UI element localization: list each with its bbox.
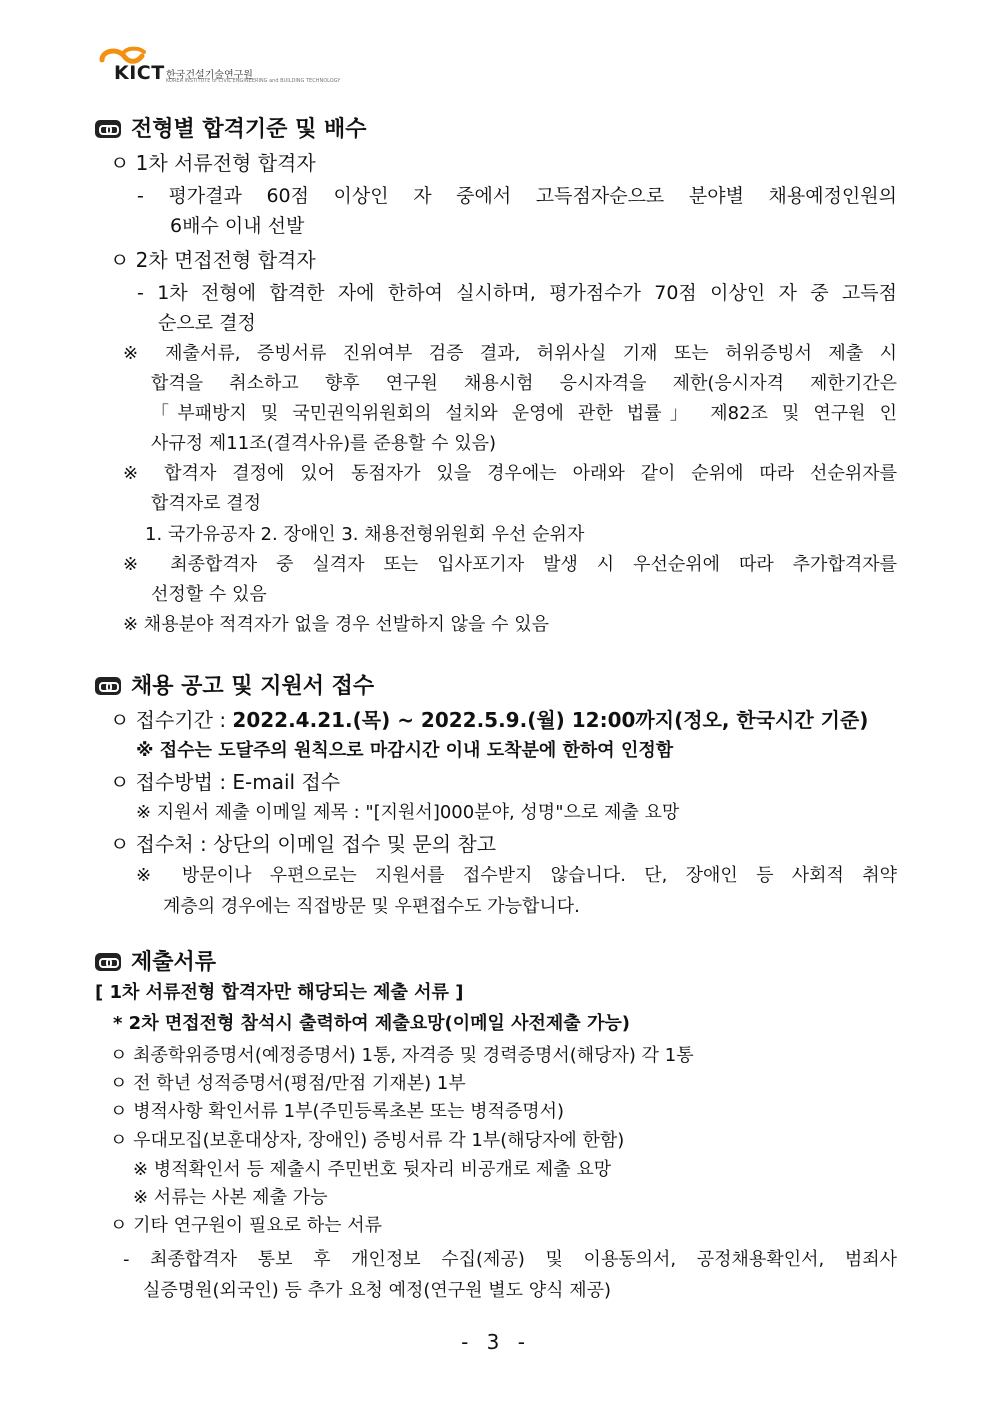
- list-item: - 최종합격자 통보 후 개인정보 수집(제공) 및 이용동의서, 공정채용확인서, 범죄사: [123, 1249, 897, 1270]
- section-title-criteria: [95, 112, 367, 143]
- list-item: ㅇ 기타 연구원이 필요로 하는 서류: [110, 1215, 383, 1236]
- priority-list: 1. 국가유공자 2. 장애인 3. 채용전형위원회 우선 순위자: [145, 524, 585, 545]
- list-item: ㅇ 접수처 : 상단의 이메일 접수 및 문의 참고: [110, 832, 497, 856]
- note: ※ 접수는 도달주의 원칙으로 마감시간 이내 도착분에 한하여 인정함: [136, 740, 674, 761]
- note: ※ 최종합격자 중 실격자 또는 입사포기자 발생 시 우선순위에 따라 추가합격자를: [123, 554, 897, 575]
- list-item: - 1차 전형에 합격한 자에 한하여 실시하며, 평가점수가 70점 이상인 자 중 고득점: [137, 282, 897, 304]
- org-name-en: KOREA INSTITUTE of CIVIL ENGINEERING and BUILDING TECHNOLOGY: [166, 78, 341, 84]
- section-title-application: [95, 669, 374, 700]
- note: 선정할 수 있음: [151, 584, 267, 605]
- list-item: ㅇ 2차 면접전형 합격자: [110, 248, 316, 272]
- note: ※ 제출서류, 증빙서류 진위여부 검증 결과, 허위사실 기재 또는 허위증빙서 제출 시: [123, 343, 897, 364]
- star-note: * 2차 면접전형 참석시 출력하여 제출요망(이메일 사전제출 가능): [113, 1013, 630, 1034]
- org-name: 한국건설기술연구원: [166, 70, 253, 81]
- note: ※ 채용분야 적격자가 없을 경우 선발하지 않을 수 있음: [123, 614, 550, 635]
- section-title-text: 채용 공고 및 지원서 접수: [131, 674, 375, 699]
- list-item: ㅇ 최종학위증명서(예정증명서) 1통, 자격증 및 경력증명서(해당자) 각 1통: [110, 1045, 694, 1066]
- note: ※ 합격자 결정에 있어 동점자가 있을 경우에는 아래와 같이 순위에 따라 선순위자를: [123, 463, 897, 484]
- logo-text: KICT: [114, 62, 165, 84]
- period-value: 2022.4.21.(목) ~ 2022.5.9.(월) 12:00까지(정오, 한국시간 기준): [232, 708, 869, 732]
- note: 사규정 제11조(결격사유)를 준용할 수 있음): [151, 433, 497, 454]
- list-item: ㅇ 1차 서류전형 합격자: [110, 151, 316, 175]
- bracket-heading: [ 1차 서류전형 합격자만 해당되는 제출 서류 ]: [95, 982, 464, 1003]
- list-item: ㅇ 접수방법 : E-mail 접수: [110, 770, 341, 794]
- section-title-text: 제출서류: [131, 950, 217, 975]
- link-icon: [95, 120, 121, 138]
- note: ※ 지원서 제출 이메일 제목 : "[지원서]000분야, 성명"으로 제출 요망: [136, 802, 680, 823]
- note: ※ 서류는 사본 제출 가능: [133, 1187, 328, 1208]
- section-title-documents: [95, 945, 216, 976]
- list-item: 순으로 결정: [158, 312, 256, 334]
- list-item: [110, 707, 868, 733]
- note: ※ 병적확인서 등 제출시 주민번호 뒷자리 비공개로 제출 요망: [133, 1159, 612, 1180]
- link-icon: [95, 677, 121, 695]
- list-item: 실증명원(외국인) 등 추가 요청 예정(연구원 별도 양식 제공): [143, 1280, 612, 1301]
- note: 합격을 취소하고 향후 연구원 채용시험 응시자격을 제한(응시자격 제한기간은: [151, 373, 897, 394]
- note: 합격자로 결정: [151, 493, 262, 514]
- note: ※ 방문이나 우편으로는 지원서를 접수받지 않습니다. 단, 장애인 등 사회적 취약: [136, 865, 897, 886]
- link-icon: [95, 953, 121, 971]
- list-item: 6배수 이내 선발: [170, 215, 305, 237]
- list-item: ㅇ 우대모집(보훈대상자, 장애인) 증빙서류 각 1부(해당자에 한함): [110, 1130, 625, 1151]
- period-label: ㅇ 접수기간 :: [110, 708, 233, 732]
- list-item: ㅇ 전 학년 성적증명서(평점/만점 기재본) 1부: [110, 1073, 466, 1094]
- section-title-text: 전형별 합격기준 및 배수: [131, 117, 367, 142]
- list-item: - 평가결과 60점 이상인 자 중에서 고득점자순으로 분야별 채용예정인원의: [137, 185, 897, 207]
- page-number: - 3 -: [461, 1330, 531, 1354]
- kict-logo: [96, 46, 341, 86]
- note: 「부패방지 및 국민권익위원회의 설치와 운영에 관한 법률」 제82조 및 연구원 인: [151, 403, 897, 424]
- list-item: ㅇ 병적사항 확인서류 1부(주민등록초본 또는 병적증명서): [110, 1101, 565, 1122]
- note: 계층의 경우에는 직접방문 및 우편접수도 가능합니다.: [163, 896, 580, 917]
